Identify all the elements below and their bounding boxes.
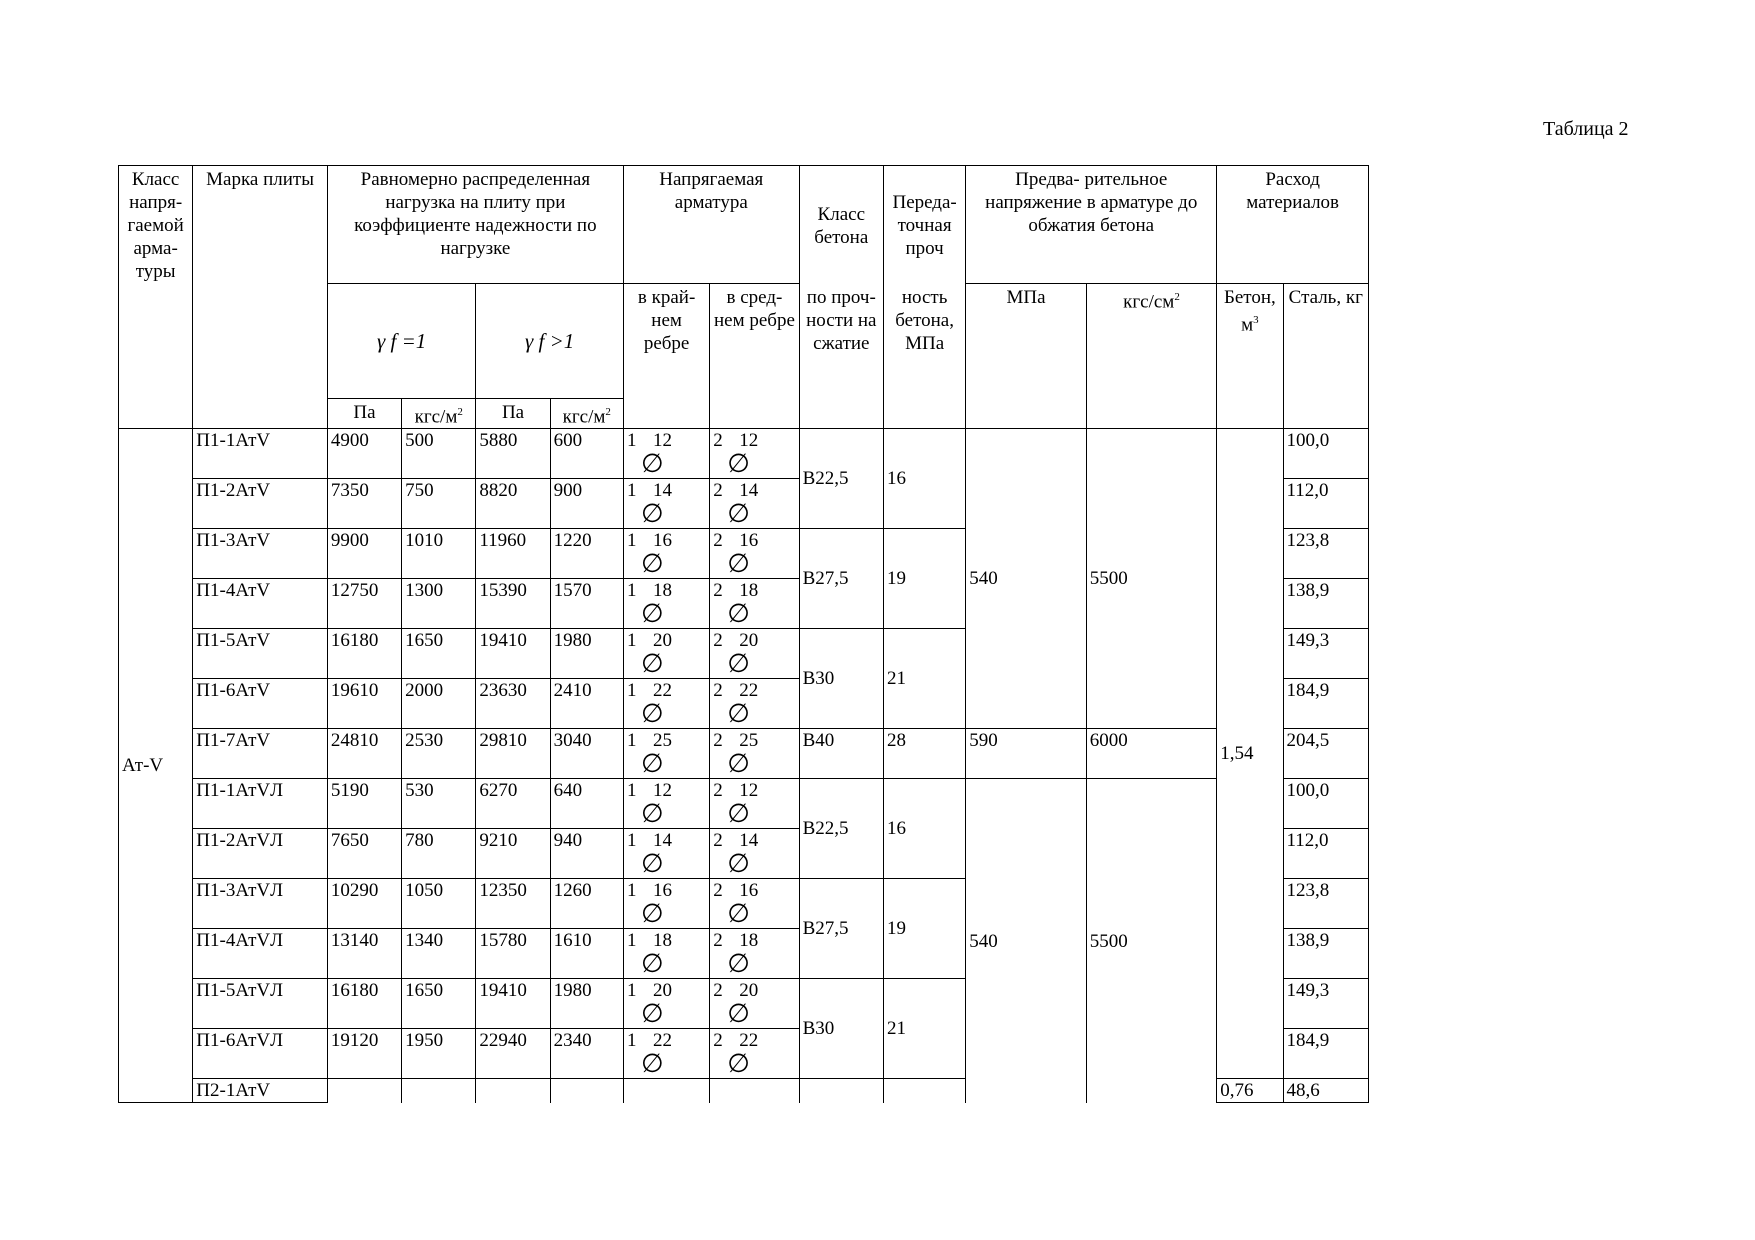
kg2-cell: 1610 — [550, 929, 623, 979]
table-row — [119, 429, 1369, 479]
header-gamma-gt: γ f >1 — [476, 284, 624, 399]
kg1-cell: 1010 — [402, 529, 476, 579]
steel-cell: 123,8 — [1283, 879, 1368, 929]
kg1-cell: 1950 — [402, 1029, 476, 1079]
kg1-cell: 1650 — [402, 979, 476, 1029]
prestress-mpa-cell: 540 — [966, 429, 1086, 729]
marka-cell: П1-1АтV — [193, 429, 328, 479]
kg2-cell: 1220 — [550, 529, 623, 579]
diameter-icon: ∅ — [727, 649, 750, 679]
pa2-cell: 15780 — [476, 929, 550, 979]
kg1-cell: 530 — [402, 779, 476, 829]
steel-cell: 123,8 — [1283, 529, 1368, 579]
arm-mid-cell: 2 18 ∅ — [710, 929, 799, 979]
header-transfer-sub: ность бетона, МПа — [883, 284, 965, 429]
empty-cell — [550, 1079, 623, 1103]
header-kgs-cm2: кгс/$см^2$ — [1086, 284, 1217, 429]
header-mpa: МПа — [966, 284, 1086, 429]
arm-mid-cell: 2 25 ∅ — [710, 729, 799, 779]
header-prestress: Предва- рительное напряжение в арматуре до обжатия бетона — [966, 166, 1217, 284]
prestress-mpa-cell: 590 — [966, 729, 1086, 779]
reinforcement-table — [118, 165, 1369, 1103]
arm-edge-cell: 1 14 ∅ — [623, 479, 709, 529]
pa1-cell: 7350 — [327, 479, 401, 529]
steel-cell: 138,9 — [1283, 929, 1368, 979]
arm-mid-cell: 2 20 ∅ — [710, 979, 799, 1029]
arm-mid-cell: 2 18 ∅ — [710, 579, 799, 629]
kg2-cell: 940 — [550, 829, 623, 879]
pa1-cell: 9900 — [327, 529, 401, 579]
prestress-kgs-cell: 5500 — [1086, 779, 1217, 1103]
steel-cell: 138,9 — [1283, 579, 1368, 629]
marka-cell: П2-1АтV — [193, 1079, 328, 1103]
arm-edge-cell: 1 16 ∅ — [623, 879, 709, 929]
diameter-icon: ∅ — [640, 599, 664, 629]
header-kgs-m2-1: кгс/$м^2$ — [402, 399, 476, 429]
header-steel: Сталь, кг — [1283, 284, 1368, 429]
diameter-icon: ∅ — [640, 699, 664, 729]
arm-mid-cell: 2 12 ∅ — [710, 779, 799, 829]
diameter-icon: ∅ — [640, 1049, 664, 1079]
pa2-cell: 19410 — [476, 629, 550, 679]
kg1-cell: 1650 — [402, 629, 476, 679]
pa2-cell: 12350 — [476, 879, 550, 929]
empty-cell — [623, 1079, 709, 1103]
kg2-cell: 900 — [550, 479, 623, 529]
arm-edge-cell: 1 20 ∅ — [623, 629, 709, 679]
diameter-icon: ∅ — [727, 949, 750, 979]
transfer-cell: 19 — [883, 879, 965, 979]
kg2-cell: 3040 — [550, 729, 623, 779]
pa1-cell: 13140 — [327, 929, 401, 979]
diameter-icon: ∅ — [640, 849, 664, 879]
diameter-icon: ∅ — [727, 1049, 750, 1079]
diameter-icon: ∅ — [640, 799, 664, 829]
kg1-cell: 1050 — [402, 879, 476, 929]
marka-cell: П1-6АтV — [193, 679, 328, 729]
steel-cell: 204,5 — [1283, 729, 1368, 779]
empty-cell — [799, 1079, 883, 1103]
arm-edge-cell: 1 16 ∅ — [623, 529, 709, 579]
kg1-cell: 780 — [402, 829, 476, 879]
kg2-cell: 1980 — [550, 629, 623, 679]
header-arm-edge: в край-нем ребре — [623, 284, 709, 429]
arm-edge-cell: 1 22 ∅ — [623, 1029, 709, 1079]
arm-mid-cell: 2 16 ∅ — [710, 529, 799, 579]
kg2-cell: 1980 — [550, 979, 623, 1029]
kg2-cell: 2410 — [550, 679, 623, 729]
steel-cell: 149,3 — [1283, 629, 1368, 679]
kg1-cell: 2000 — [402, 679, 476, 729]
marka-cell: П1-6АтVЛ — [193, 1029, 328, 1079]
marka-cell: П1-2АтV — [193, 479, 328, 529]
marka-cell: П1-1АтVЛ — [193, 779, 328, 829]
header-gamma-eq: γ f =1 — [327, 284, 476, 399]
arm-mid-cell: 2 14 ∅ — [710, 829, 799, 879]
transfer-cell: 16 — [883, 779, 965, 879]
header-transfer: Переда-точная проч — [883, 166, 965, 284]
header-arm: Напрягаемая арматура — [623, 166, 799, 284]
prestress-kgs-cell: 5500 — [1086, 429, 1217, 729]
steel-cell: 48,6 — [1283, 1079, 1368, 1103]
diameter-icon: ∅ — [640, 649, 664, 679]
arm-mid-cell: 2 12 ∅ — [710, 429, 799, 479]
pa2-cell: 19410 — [476, 979, 550, 1029]
transfer-cell: 28 — [883, 729, 965, 779]
arm-mid-cell: 2 22 ∅ — [710, 679, 799, 729]
kg1-cell: 750 — [402, 479, 476, 529]
diameter-icon: ∅ — [727, 999, 750, 1029]
diameter-icon: ∅ — [640, 549, 664, 579]
empty-cell — [327, 1079, 401, 1103]
header-beton-m3: Бетон, $м^3$ — [1217, 284, 1283, 429]
pa2-cell: 8820 — [476, 479, 550, 529]
diameter-icon: ∅ — [640, 449, 664, 479]
diameter-icon: ∅ — [727, 549, 750, 579]
empty-cell — [710, 1079, 799, 1103]
header-pa-1: Па — [327, 399, 401, 429]
table-row — [119, 779, 1369, 829]
diameter-icon: ∅ — [727, 599, 750, 629]
pa1-cell: 4900 — [327, 429, 401, 479]
prestress-mpa-cell: 540 — [966, 779, 1086, 1103]
kg2-cell: 1570 — [550, 579, 623, 629]
diameter-icon: ∅ — [727, 749, 750, 779]
steel-cell: 100,0 — [1283, 429, 1368, 479]
diameter-icon: ∅ — [640, 499, 664, 529]
steel-cell: 149,3 — [1283, 979, 1368, 1029]
pa2-cell: 29810 — [476, 729, 550, 779]
pa1-cell: 19120 — [327, 1029, 401, 1079]
header-klass: Класс напря-гаемой арма-туры — [119, 166, 193, 429]
diameter-icon: ∅ — [727, 799, 750, 829]
marka-cell: П1-4АтVЛ — [193, 929, 328, 979]
header-beton-class-sub: по проч-ности на сжатие — [799, 284, 883, 429]
pa1-cell: 12750 — [327, 579, 401, 629]
diameter-icon: ∅ — [640, 749, 664, 779]
kg2-cell: 640 — [550, 779, 623, 829]
pa1-cell: 7650 — [327, 829, 401, 879]
marka-cell: П1-4АтV — [193, 579, 328, 629]
steel-cell: 184,9 — [1283, 679, 1368, 729]
beton-class-cell: B22,5 — [799, 429, 883, 529]
steel-cell: 184,9 — [1283, 1029, 1368, 1079]
beton-volume-cell: 0,76 — [1217, 1079, 1283, 1103]
diameter-icon: ∅ — [640, 999, 664, 1029]
diameter-icon: ∅ — [640, 899, 664, 929]
pa2-cell: 11960 — [476, 529, 550, 579]
arm-edge-cell: 1 12 ∅ — [623, 429, 709, 479]
beton-volume-cell: 1,54 — [1217, 429, 1283, 1079]
kg1-cell: 2530 — [402, 729, 476, 779]
marka-cell: П1-5АтV — [193, 629, 328, 679]
transfer-cell: 19 — [883, 529, 965, 629]
diameter-icon: ∅ — [727, 449, 750, 479]
empty-cell — [402, 1079, 476, 1103]
pa1-cell: 16180 — [327, 629, 401, 679]
empty-cell — [476, 1079, 550, 1103]
transfer-cell: 21 — [883, 979, 965, 1079]
pa2-cell: 22940 — [476, 1029, 550, 1079]
diameter-icon: ∅ — [727, 499, 750, 529]
arm-mid-cell: 2 14 ∅ — [710, 479, 799, 529]
pa2-cell: 6270 — [476, 779, 550, 829]
arm-mid-cell: 2 22 ∅ — [710, 1029, 799, 1079]
empty-cell — [883, 1079, 965, 1103]
kg2-cell: 600 — [550, 429, 623, 479]
header-kgs-m2-2: кгс/$м^2$ — [550, 399, 623, 429]
arm-edge-cell: 1 22 ∅ — [623, 679, 709, 729]
beton-class-cell: B27,5 — [799, 879, 883, 979]
marka-cell: П1-3АтVЛ — [193, 879, 328, 929]
diameter-icon: ∅ — [727, 899, 750, 929]
pa1-cell: 19610 — [327, 679, 401, 729]
pa1-cell: 5190 — [327, 779, 401, 829]
arm-edge-cell: 1 12 ∅ — [623, 779, 709, 829]
transfer-cell: 21 — [883, 629, 965, 729]
kg2-cell: 2340 — [550, 1029, 623, 1079]
beton-class-cell: B30 — [799, 979, 883, 1079]
header-marka: Марка плиты — [193, 166, 328, 429]
transfer-cell: 16 — [883, 429, 965, 529]
diameter-icon: ∅ — [727, 699, 750, 729]
header-pa-2: Па — [476, 399, 550, 429]
steel-cell: 100,0 — [1283, 779, 1368, 829]
pa1-cell: 10290 — [327, 879, 401, 929]
arm-edge-cell: 1 20 ∅ — [623, 979, 709, 1029]
diameter-icon: ∅ — [640, 949, 664, 979]
pa2-cell: 23630 — [476, 679, 550, 729]
kg1-cell: 1340 — [402, 929, 476, 979]
header-load: Равномерно распределенная нагрузка на плиту при коэффициенте надежности по нагрузке — [327, 166, 623, 284]
kg1-cell: 1300 — [402, 579, 476, 629]
prestress-kgs-cell: 6000 — [1086, 729, 1217, 779]
beton-class-cell: B40 — [799, 729, 883, 779]
pa2-cell: 15390 — [476, 579, 550, 629]
marka-cell: П1-2АтVЛ — [193, 829, 328, 879]
header-arm-mid: в сред-нем ребре — [710, 284, 799, 429]
marka-cell: П1-7АтV — [193, 729, 328, 779]
pa2-cell: 5880 — [476, 429, 550, 479]
arm-edge-cell: 1 14 ∅ — [623, 829, 709, 879]
diameter-icon: ∅ — [727, 849, 750, 879]
steel-cell: 112,0 — [1283, 829, 1368, 879]
beton-class-cell: B22,5 — [799, 779, 883, 879]
klass-cell: Ат-V — [119, 429, 193, 1103]
kg2-cell: 1260 — [550, 879, 623, 929]
table-row — [119, 729, 1369, 779]
marka-cell: П1-3АтV — [193, 529, 328, 579]
header-consumption: Расход материалов — [1217, 166, 1369, 284]
pa1-cell: 16180 — [327, 979, 401, 1029]
steel-cell: 112,0 — [1283, 479, 1368, 529]
pa1-cell: 24810 — [327, 729, 401, 779]
beton-class-cell: B27,5 — [799, 529, 883, 629]
kg1-cell: 500 — [402, 429, 476, 479]
beton-class-cell: B30 — [799, 629, 883, 729]
pa2-cell: 9210 — [476, 829, 550, 879]
table-caption: Таблица 2 — [1543, 118, 1629, 140]
arm-edge-cell: 1 18 ∅ — [623, 579, 709, 629]
arm-edge-cell: 1 18 ∅ — [623, 929, 709, 979]
arm-edge-cell: 1 25 ∅ — [623, 729, 709, 779]
arm-mid-cell: 2 20 ∅ — [710, 629, 799, 679]
header-beton-class: Класс бетона — [799, 166, 883, 284]
marka-cell: П1-5АтVЛ — [193, 979, 328, 1029]
arm-mid-cell: 2 16 ∅ — [710, 879, 799, 929]
